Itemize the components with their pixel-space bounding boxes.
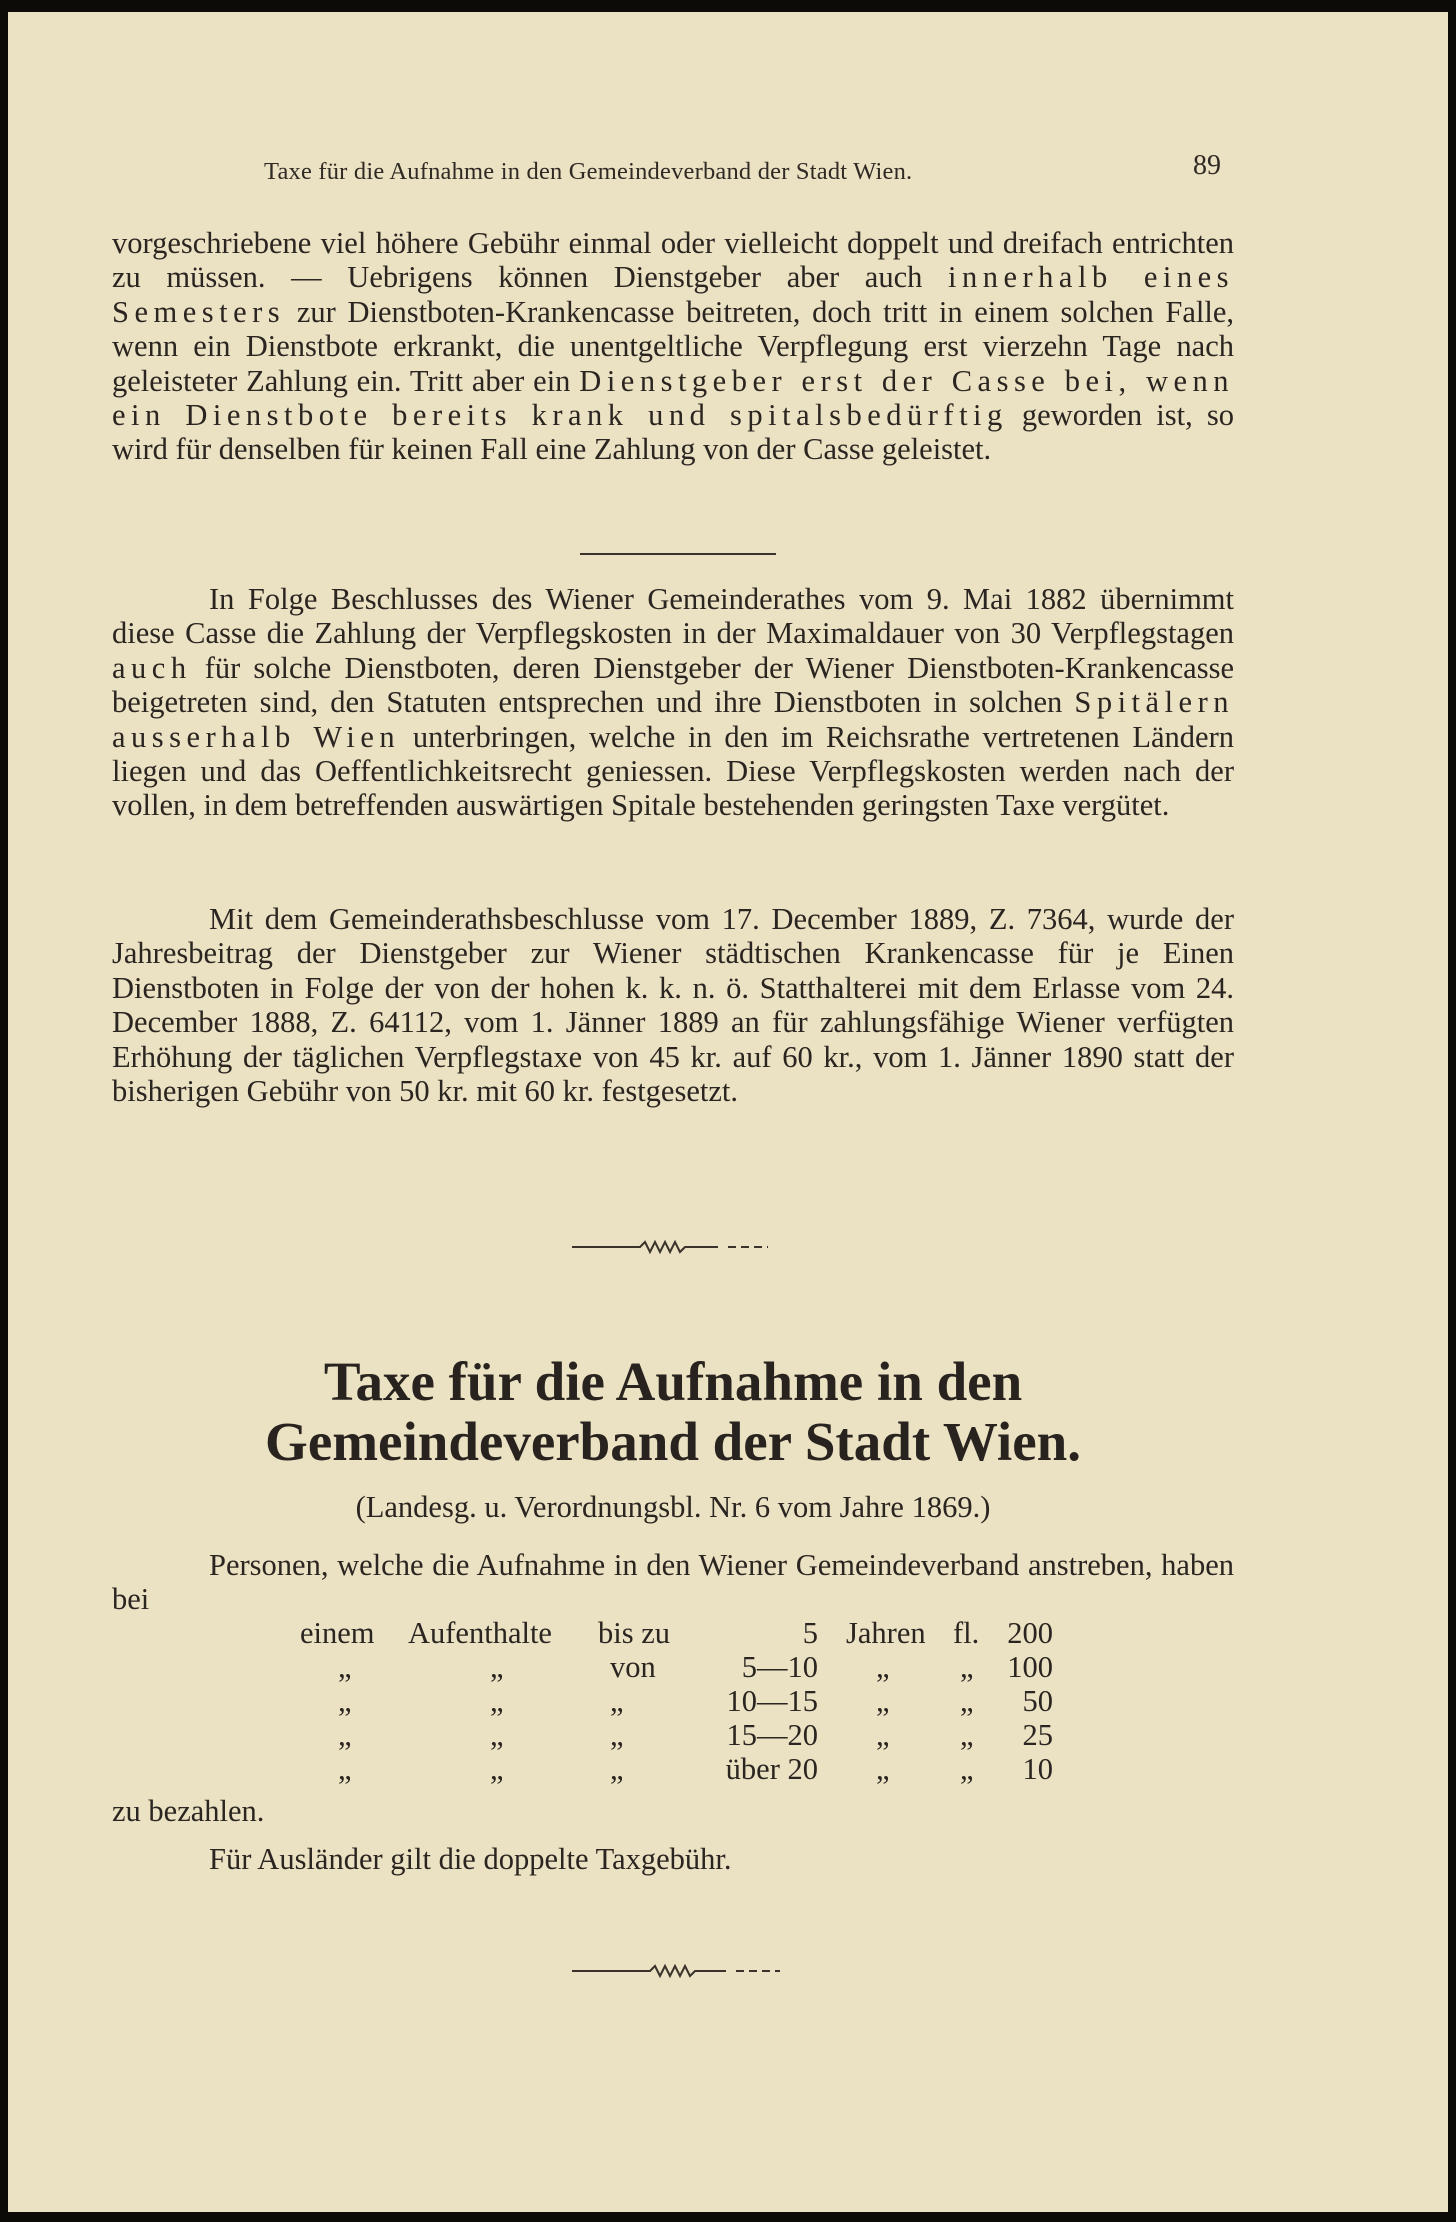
- fee-cell: „: [876, 1718, 890, 1752]
- fee-cell: „: [876, 1684, 890, 1718]
- paragraph-foreigners: Für Ausländer gilt die doppelte Taxgebühr.: [209, 1842, 732, 1876]
- page-number: 89: [1193, 150, 1221, 181]
- fee-cell: 10—15: [726, 1684, 818, 1718]
- section-title: Taxe für die Aufnahme in den Gemeindeverband der Stadt Wien.: [265, 1351, 1081, 1472]
- fee-cell: „: [610, 1752, 624, 1786]
- fee-cell: von: [610, 1650, 656, 1684]
- fee-cell: 15—20: [726, 1718, 818, 1752]
- para2-text-c: unterbringen, welche in den im Reichsrathe vertretenen Ländern liegen und das Oeffentlichkeitsrecht geniessen. Diese Verpflegskosten werden nach der vollen, in dem betreffenden auswärtigen Spitale bestehenden geringsten Taxe vergütet.: [112, 719, 1234, 823]
- para1-spaced-a: innerhalb eines Semesters: [112, 260, 1234, 329]
- source-citation: (Landesg. u. Verordnungsbl. Nr. 6 vom Jahre 1869.): [355, 1490, 991, 1524]
- fee-cell: über 20: [725, 1752, 818, 1786]
- para2-text-b: für solche Dienstboten, deren Dienstgeber der Wiener Dienstboten-Krankencasse beigetreten sind, den Statuten entsprechen und ihre Dienstboten in solchen: [112, 650, 1234, 720]
- fee-amount: 100: [1007, 1650, 1053, 1684]
- para1-text-a: vorgeschriebene viel höhere Gebühr einmal oder vielleicht doppelt und dreifach entrichten zu müssen. — Uebrigens können Dienstgeber aber auch: [112, 226, 1234, 295]
- fee-amount: 200: [1007, 1616, 1053, 1650]
- fee-cell: „: [960, 1718, 974, 1752]
- fee-amount: 10: [1022, 1752, 1053, 1786]
- fee-cell: „: [610, 1718, 624, 1752]
- fee-cell: „: [960, 1752, 974, 1786]
- para1-text-b: zur Dienstboten-Krankencasse beitreten, doch tritt in einem solchen Falle, wenn ein Dienstbote erkrankt, die unentgeltliche Verpflegung erst vierzehn Tage nach geleisteter Zahlung ein. Tritt aber ein: [112, 294, 1234, 398]
- running-header: Taxe für die Aufnahme in den Gemeindeverband der Stadt Wien.: [264, 158, 913, 185]
- fee-cell: „: [490, 1650, 504, 1684]
- fee-cell: einem: [300, 1616, 375, 1650]
- paragraph-dienstgeber: [112, 226, 1234, 467]
- paragraph-intro: Personen, welche die Aufnahme in den Wiener Gemeindeverband anstreben, haben bei: [112, 1548, 1234, 1617]
- fee-cell: „: [960, 1650, 974, 1684]
- paragraph-jahresbeitrag: Mit dem Gemeinderathsbeschlusse vom 17. December 1889, Z. 7364, wurde der Jahresbeitrag der Dienstgeber zur Wiener städtischen Krankencasse für je Einen Dienstboten in Folge der von der hohen k. k. n. ö. Statthalterei mit dem Erlasse vom 24. December 1888, Z. 64112, vom 1. Jänner 1889 an für zahlungsfähige Wiener verfügten Erhöhung der täglichen Verpflegstaxe von 45 kr. auf 60 kr., vom 1. Jänner 1890 statt der bisherigen Gebühr von 50 kr. mit 60 kr. festgesetzt.: [112, 902, 1234, 1109]
- fee-cell: „: [338, 1650, 352, 1684]
- fee-cell: „: [876, 1650, 890, 1684]
- fee-cell: Jahren: [846, 1616, 926, 1650]
- separator-rule: [580, 553, 776, 555]
- fee-cell: „: [338, 1718, 352, 1752]
- paragraph-verpflegskosten: [112, 582, 1234, 823]
- para2-text-a: In Folge Beschlusses des Wiener Gemeinderathes vom 9. Mai 1882 übernimmt diese Casse die Zahlung der Verpflegskosten in der Maximaldauer von 30 Verpflegstagen: [112, 582, 1234, 651]
- fee-cell: „: [490, 1718, 504, 1752]
- fee-cell: 5—10: [741, 1650, 818, 1684]
- fee-cell: Aufenthalte: [408, 1616, 552, 1650]
- fee-cell: „: [338, 1684, 352, 1718]
- ornament-divider-2: [568, 1958, 788, 1982]
- fee-cell: 5: [802, 1616, 818, 1650]
- fee-amount: 50: [1022, 1684, 1053, 1718]
- fee-cell: „: [610, 1684, 624, 1718]
- book-page: [8, 12, 1448, 2212]
- fee-cell: „: [876, 1752, 890, 1786]
- para1-text-c: geworden ist, so wird für denselben für keinen Fall eine Zahlung von der Casse geleistet.: [112, 398, 1234, 467]
- para2-spaced-b: Spitälern ausserhalb Wien: [112, 685, 1234, 754]
- para2-spaced-a: auch: [112, 650, 192, 685]
- para1-spaced-b: Dienstgeber erst der Casse bei, wenn ein Dienstbote bereits krank und spitalsbedürftig: [112, 363, 1235, 433]
- ornament-divider-1: [568, 1234, 778, 1258]
- fee-cell: „: [338, 1752, 352, 1786]
- fee-cell: „: [490, 1752, 504, 1786]
- fee-amount: 25: [1022, 1718, 1053, 1752]
- fee-cell: „: [960, 1684, 974, 1718]
- fee-cell: „: [490, 1684, 504, 1718]
- fee-cell: bis zu: [598, 1616, 671, 1650]
- fee-cell: fl.: [953, 1616, 980, 1650]
- paragraph-outro: zu bezahlen.: [112, 1794, 265, 1828]
